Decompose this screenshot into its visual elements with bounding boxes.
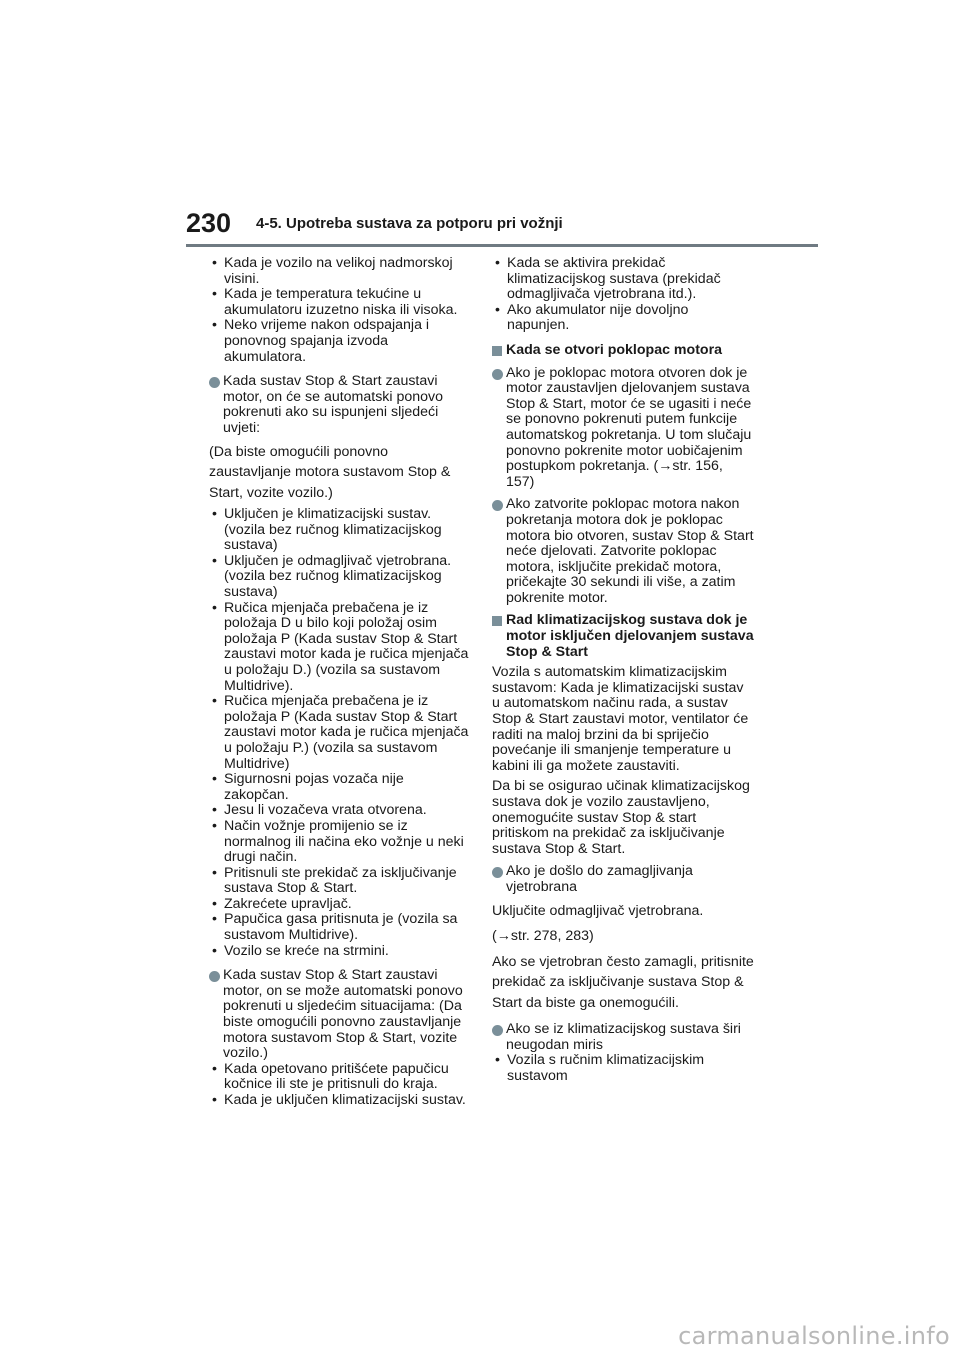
circle-note bbox=[492, 864, 754, 895]
watermark: carmanualsonline.info bbox=[678, 1322, 950, 1350]
section-heading-text: Rad klimatizacijskog sustava dok je motor isključen djelovanjem sustava Stop & Start bbox=[506, 612, 754, 660]
list-item: • Kada je vozilo na velikoj nadmorskoj visini. bbox=[209, 256, 471, 287]
circle-bullet-icon bbox=[492, 1025, 503, 1036]
list-item: • Kada je uključen klimatizacijski sustav. bbox=[209, 1093, 471, 1109]
circle-note bbox=[209, 374, 471, 436]
circle-bullet-icon bbox=[492, 867, 503, 878]
circle-note-text: Ako je poklopac motora otvoren dok je motor zaustavljen djelovanjem sustava Stop & Start, motor će se ugasiti i neće se ponovno pokrenuti putem funkcije automatskog pokretanja. U tom slučaju ponovno pokrenite motor uobičajenim postupkom pokretanja. (→str. 156, 157) bbox=[506, 364, 752, 490]
circle-note-text: Ako zatvorite poklopac motora nakon pokretanja motora dok je poklopac motora bio otvoren, sustav Stop & Start neće djelovati. Zatvorite poklopac motora, isključite prekidač motora, pričekajte 30 sekundi ili više, a zatim pokrenite motor. bbox=[506, 496, 754, 606]
list-item: • Neko vrijeme nakon odspajanja i ponovnog spajanja izvoda akumulatora. bbox=[209, 318, 471, 365]
circle-bullet-icon bbox=[209, 377, 220, 388]
list-item: • Sigurnosni pojas vozača nije zakopčan. bbox=[209, 772, 471, 803]
circle-note-text: Kada sustav Stop & Start zaustavi motor, on će se automatski ponovo pokrenuti ako su ispunjeni sljedeći uvjeti: bbox=[223, 373, 444, 436]
circle-note-text: Ako je došlo do zamagljivanja vjetrobrana bbox=[506, 863, 693, 895]
circle-note-text: Ako se iz klimatizacijskog sustava širi neugodan miris bbox=[506, 1021, 741, 1053]
bullet-list bbox=[209, 256, 471, 365]
list-item: • Vozilo se kreće na strmini. bbox=[209, 944, 471, 960]
section-heading-text: Kada se otvori poklopac motora bbox=[506, 341, 723, 358]
page-number: 230 bbox=[186, 208, 232, 238]
paragraph: Uključite odmagljivač vjetrobrana. bbox=[492, 902, 704, 919]
list-item: • Ako akumulator nije dovoljno napunjen. bbox=[492, 303, 754, 334]
bullet-list bbox=[492, 256, 754, 334]
list-item: • Papučica gasa pritisnuta je (vozila sa sustavom Multidrive). bbox=[209, 912, 471, 943]
list-item: • Ručica mjenjača prebačena je iz položaja D u bilo koji položaj osim položaja P (Kada sustav Stop & Start zaustavi motor kada je ručica mjenjača u položaju D.) (vozila sa sustavom Multidrive). bbox=[209, 601, 471, 695]
list-item: • Kada opetovano pritišćete papučicu kočnice ili ste je pritisnuli do kraja. bbox=[209, 1062, 471, 1093]
paragraph: Ako se vjetrobran često zamagli, pritisnite prekidač za isključivanje sustava Stop & Start da biste ga onemogućili. bbox=[492, 953, 754, 1011]
page-header bbox=[186, 208, 818, 248]
paragraph: (Da biste omogućili ponovno zaustavljanje motora sustavom Stop & Start, vozite vozilo.) bbox=[209, 443, 451, 501]
circle-bullet-icon bbox=[209, 971, 220, 982]
list-item: • Zakrećete upravljač. bbox=[209, 897, 471, 913]
bullet-list bbox=[492, 1053, 754, 1084]
circle-note bbox=[492, 366, 754, 491]
section-title: 4-5. Upotreba sustava za potporu pri vožnji bbox=[256, 215, 563, 232]
section-heading bbox=[492, 613, 754, 660]
list-item: • Vozila s ručnim klimatizacijskim sustavom bbox=[492, 1053, 754, 1084]
circle-note-text: Kada sustav Stop & Start zaustavi motor, on se može automatski ponovo pokrenuti u sljedećim situacijama: (Da biste omogućili ponovno zaustavljanje motora sustavom Stop & Start, vozite vozilo.) bbox=[223, 967, 463, 1062]
paragraph: Da bi se osigurao učinak klimatizacijskog sustava dok je vozilo zaustavljeno, onemogućite sustav Stop & start pritiskom na prekidač za isključivanje sustava Stop & Start. bbox=[492, 778, 750, 857]
bullet-list bbox=[209, 1062, 471, 1109]
circle-bullet-icon bbox=[492, 369, 503, 380]
paragraph: (→str. 278, 283) bbox=[492, 928, 594, 945]
left-column bbox=[209, 256, 471, 1109]
list-item: • Pritisnuli ste prekidač za isključivanje sustava Stop & Start. bbox=[209, 866, 471, 897]
section-heading bbox=[492, 343, 754, 359]
list-item: • Ručica mjenjača prebačena je iz položaja P (Kada sustav Stop & Start zaustavi motor kada je ručica mjenjača u položaju P.) (vozila sa sustavom Multidrive) bbox=[209, 694, 471, 772]
bullet-list bbox=[209, 507, 471, 959]
list-item: • Jesu li vozačeva vrata otvorena. bbox=[209, 803, 471, 819]
list-item: • Uključen je klimatizacijski sustav. (vozila bez ručnog klimatizacijskog sustava) bbox=[209, 507, 471, 554]
square-bullet-icon bbox=[492, 616, 502, 626]
paragraph: Vozila s automatskim klimatizacijskim sustavom: Kada je klimatizacijski sustav u automatskom načinu rada, a sustav Stop & Start zaustavi motor, ventilator će raditi na maloj brzini da bi spriječio povećanje ili smanjenje temperature u kabini ili ga možete zaustaviti. bbox=[492, 664, 749, 774]
circle-note bbox=[492, 1022, 754, 1053]
list-item: • Uključen je odmagljivač vjetrobrana. (vozila bez ručnog klimatizacijskog sustava) bbox=[209, 554, 471, 601]
circle-note bbox=[492, 497, 754, 606]
list-item: • Kada se aktivira prekidač klimatizacijskog sustava (prekidač odmagljivača vjetrobrana itd.). bbox=[492, 256, 754, 303]
header-divider bbox=[186, 244, 818, 247]
circle-note bbox=[209, 968, 471, 1062]
list-item: • Način vožnje promijenio se iz normalnog ili načina eko vožnje u neki drugi način. bbox=[209, 819, 471, 866]
right-column bbox=[492, 256, 754, 1084]
square-bullet-icon bbox=[492, 346, 502, 356]
list-item: • Kada je temperatura tekućine u akumulatoru izuzetno niska ili visoka. bbox=[209, 287, 471, 318]
circle-bullet-icon bbox=[492, 500, 503, 511]
